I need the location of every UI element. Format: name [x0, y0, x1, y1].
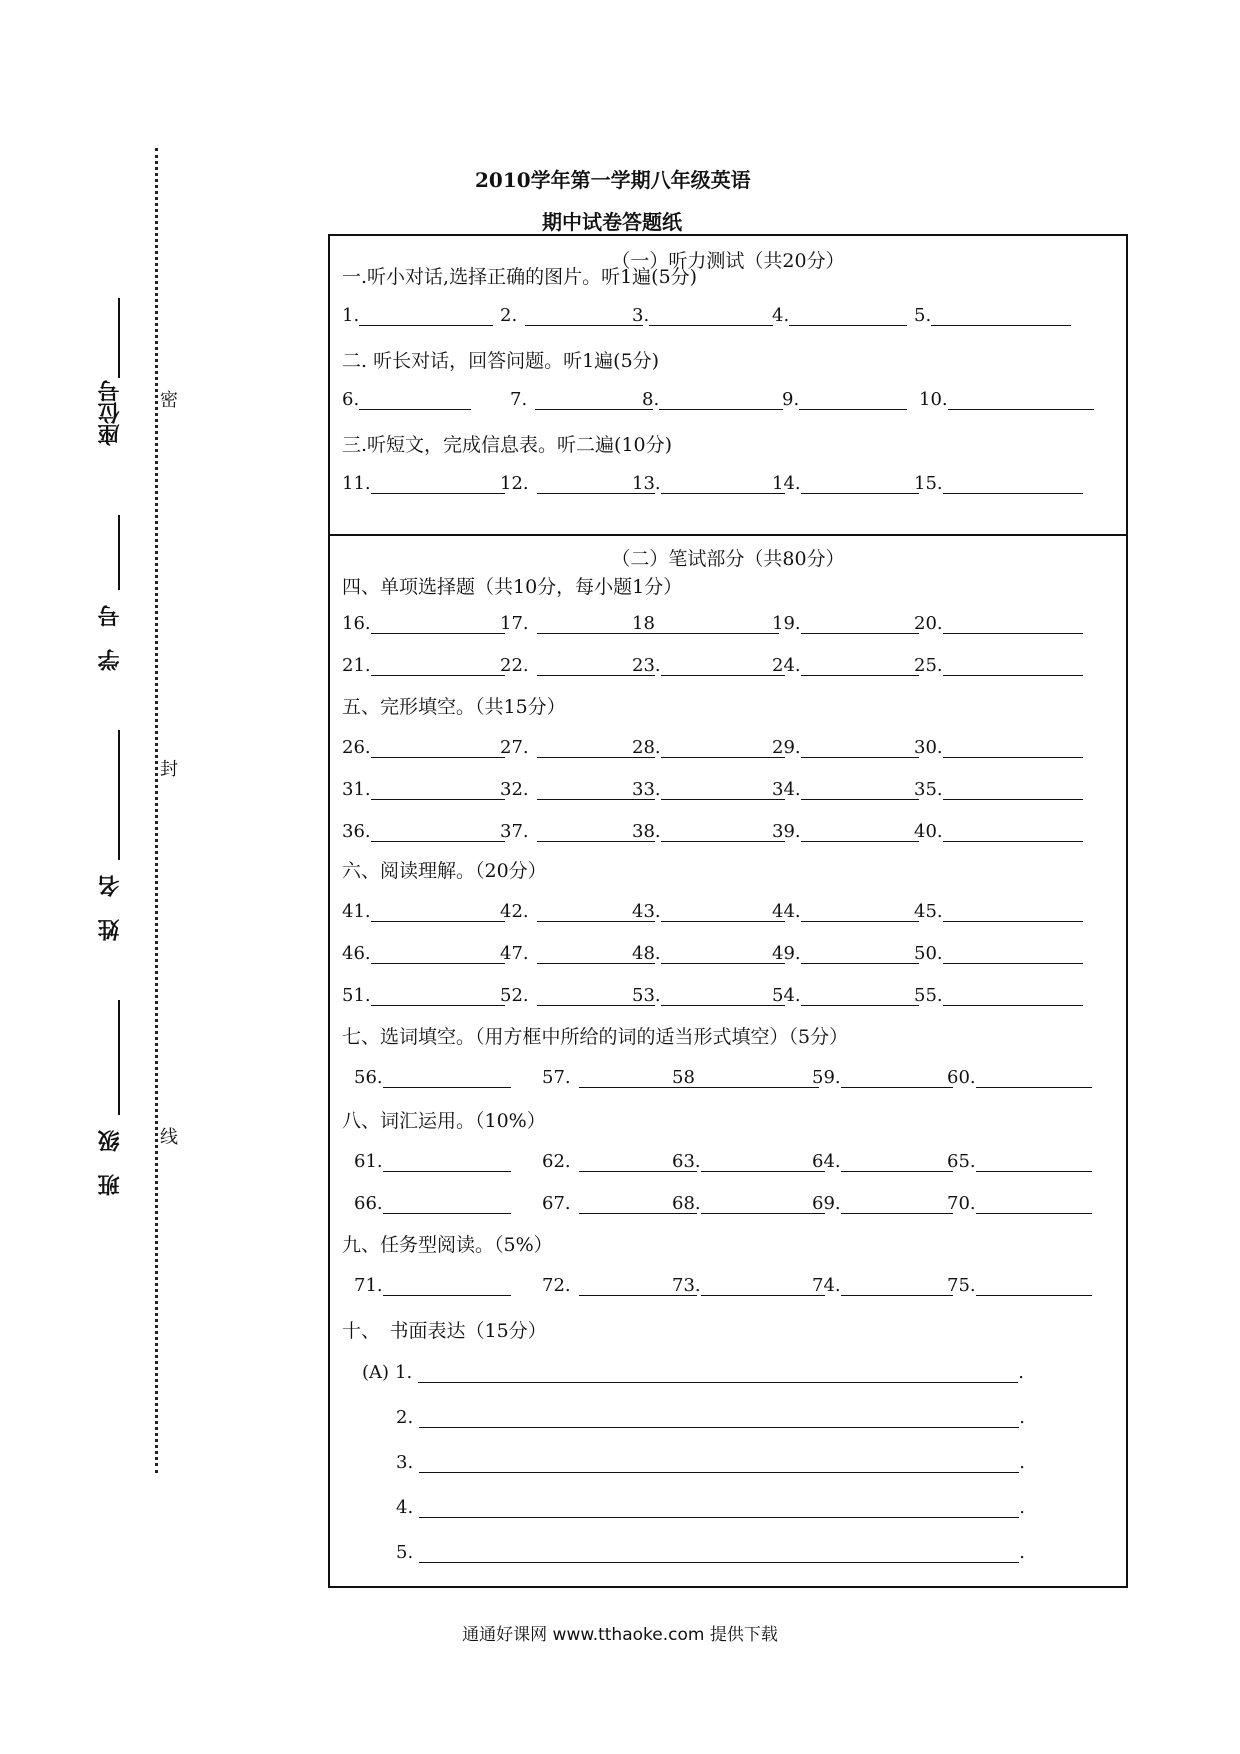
answer-blank[interactable] — [799, 389, 907, 410]
answer-blank[interactable] — [661, 473, 785, 494]
question-number: 3. — [632, 305, 650, 326]
question-number: 55. — [914, 985, 943, 1006]
answer-item — [772, 650, 919, 676]
answer-blank[interactable] — [931, 305, 1071, 326]
question-number: 41. — [342, 901, 371, 922]
question-number: 40. — [914, 821, 943, 842]
answer-item — [914, 650, 1083, 676]
answer-item — [772, 938, 919, 964]
written-part-heading: 九、任务型阅读。（5%） — [342, 1234, 553, 1256]
answer-blank[interactable] — [801, 737, 919, 758]
question-number: 53. — [632, 985, 661, 1006]
answer-blank[interactable] — [943, 737, 1083, 758]
answer-blank[interactable] — [943, 779, 1083, 800]
answer-item — [342, 732, 505, 758]
section-divider — [330, 534, 1126, 536]
question-number: 30. — [914, 737, 943, 758]
written-part-heading: 五、完形填空。（共15分） — [342, 696, 566, 718]
answer-item — [342, 938, 505, 964]
answer-blank[interactable] — [801, 985, 919, 1006]
question-number: 22. — [500, 655, 529, 676]
footer-note: 通通好课网 www.tthaoke.com 提供下载 — [462, 1625, 778, 1645]
question-number: 28. — [632, 737, 661, 758]
written-part-heading: 六、阅读理解。（20分） — [342, 860, 547, 882]
class-label: 班 级 — [98, 1130, 123, 1196]
question-number: 26. — [342, 737, 371, 758]
answer-blank[interactable] — [801, 901, 919, 922]
question-number: 10. — [919, 389, 948, 410]
answer-item — [632, 650, 785, 676]
answer-blank[interactable] — [371, 901, 505, 922]
answer-blank[interactable] — [371, 943, 505, 964]
answer-blank[interactable] — [701, 1275, 825, 1296]
page-title: 2010学年第一学期八年级英语 — [475, 168, 751, 192]
answer-blank[interactable] — [943, 901, 1083, 922]
question-number: 12. — [500, 473, 529, 494]
answer-blank[interactable] — [371, 821, 505, 842]
writing-line — [396, 1452, 1025, 1473]
answer-item — [812, 1062, 953, 1088]
answer-item — [632, 732, 785, 758]
question-number: 34. — [772, 779, 801, 800]
answer-blank[interactable] — [943, 473, 1083, 494]
answer-item — [812, 1188, 953, 1214]
seat-number-field[interactable] — [118, 298, 120, 378]
answer-item — [672, 1270, 825, 1296]
writing-blank[interactable] — [418, 1362, 1018, 1383]
answer-blank[interactable] — [383, 1151, 511, 1172]
answer-blank[interactable] — [801, 821, 919, 842]
name-field[interactable] — [118, 730, 120, 860]
writing-end-mark: . — [1019, 1407, 1025, 1428]
answer-blank[interactable] — [371, 985, 505, 1006]
answer-item — [354, 1188, 511, 1214]
question-number: 39. — [772, 821, 801, 842]
answer-item — [914, 980, 1083, 1006]
answer-item — [632, 816, 785, 842]
answer-blank[interactable] — [661, 779, 785, 800]
answer-item — [914, 468, 1083, 494]
answer-blank[interactable] — [371, 737, 505, 758]
listening-part-heading: 二. 听长对话，回答问题。听1遍(5分) — [342, 350, 660, 372]
answer-item — [914, 774, 1083, 800]
question-number: 66. — [354, 1193, 383, 1214]
answer-blank[interactable] — [701, 1193, 825, 1214]
answer-item — [914, 896, 1083, 922]
question-number: 35. — [914, 779, 943, 800]
question-number: 45. — [914, 901, 943, 922]
question-number: 63. — [672, 1151, 701, 1172]
question-number: 32. — [500, 779, 529, 800]
answer-item — [772, 608, 919, 634]
writing-number: 3. — [396, 1452, 414, 1473]
answer-item — [342, 468, 505, 494]
question-number: 24. — [772, 655, 801, 676]
question-number: 31. — [342, 779, 371, 800]
question-number: 11. — [342, 473, 371, 494]
question-number: 47. — [500, 943, 529, 964]
listening-part-heading: 一.听小对话,选择正确的图片。听1遍(5分) — [342, 266, 698, 288]
writing-end-mark: . — [1018, 1362, 1024, 1383]
answer-item — [632, 938, 785, 964]
answer-item — [782, 384, 907, 410]
question-number: 13. — [632, 473, 661, 494]
question-number: 36. — [342, 821, 371, 842]
binding-dotted-line — [155, 148, 158, 1473]
answer-blank[interactable] — [535, 389, 653, 410]
answer-item — [672, 1062, 819, 1088]
answer-blank[interactable] — [383, 1193, 511, 1214]
listening-section-title: （一）听力测试（共20分） — [611, 250, 845, 272]
question-number: 23. — [632, 655, 661, 676]
answer-blank[interactable] — [371, 779, 505, 800]
answer-blank[interactable] — [976, 1151, 1092, 1172]
question-number: 52. — [500, 985, 529, 1006]
question-number: 8. — [642, 389, 660, 410]
writing-number: 5. — [396, 1542, 414, 1563]
answer-blank[interactable] — [661, 655, 785, 676]
answer-blank[interactable] — [359, 389, 471, 410]
question-number: 29. — [772, 737, 801, 758]
question-number: 61. — [354, 1151, 383, 1172]
writing-end-mark: . — [1019, 1542, 1025, 1563]
writing-blank[interactable] — [419, 1497, 1019, 1518]
answer-item — [342, 384, 471, 410]
answer-item — [632, 608, 779, 634]
answer-blank[interactable] — [371, 613, 505, 634]
written-part-heading: 七、选词填空。（用方框中所给的词的适当形式填空）（5分） — [342, 1026, 849, 1048]
seal-char-feng: 封 — [160, 759, 178, 780]
answer-item — [672, 1188, 825, 1214]
answer-item — [812, 1270, 953, 1296]
question-number: 2. — [500, 305, 518, 326]
question-number: 67. — [542, 1193, 571, 1214]
question-number: 42. — [500, 901, 529, 922]
answer-blank[interactable] — [383, 1275, 511, 1296]
answer-blank[interactable] — [976, 1193, 1092, 1214]
answer-blank[interactable] — [383, 1067, 511, 1088]
answer-item — [947, 1146, 1092, 1172]
answer-blank[interactable] — [801, 655, 919, 676]
answer-item — [772, 300, 907, 326]
question-number: 21. — [342, 655, 371, 676]
answer-item — [947, 1062, 1092, 1088]
listening-part-heading: 三.听短文，完成信息表。听二遍(10分) — [342, 434, 673, 456]
student-id-field[interactable] — [118, 515, 120, 590]
question-number: 46. — [342, 943, 371, 964]
answer-item — [354, 1270, 511, 1296]
answer-blank[interactable] — [371, 473, 505, 494]
writing-blank[interactable] — [419, 1542, 1019, 1563]
answer-blank[interactable] — [801, 473, 919, 494]
question-number: 71. — [354, 1275, 383, 1296]
question-number: 57. — [542, 1067, 571, 1088]
answer-blank[interactable] — [695, 1067, 819, 1088]
question-number: 37. — [500, 821, 529, 842]
answer-blank[interactable] — [943, 655, 1083, 676]
answer-blank[interactable] — [801, 613, 919, 634]
answer-item — [342, 774, 505, 800]
answer-item — [672, 1146, 825, 1172]
answer-sheet-box — [328, 234, 1128, 1588]
question-number: 1. — [342, 305, 360, 326]
question-number: 4. — [772, 305, 790, 326]
answer-blank[interactable] — [948, 389, 1094, 410]
answer-item — [772, 774, 919, 800]
question-number: 69. — [812, 1193, 841, 1214]
answer-blank[interactable] — [841, 1193, 953, 1214]
question-number: 70. — [947, 1193, 976, 1214]
answer-blank[interactable] — [659, 389, 783, 410]
answer-item — [919, 384, 1094, 410]
answer-blank[interactable] — [655, 613, 779, 634]
class-field[interactable] — [118, 1000, 120, 1115]
answer-item — [914, 300, 1071, 326]
question-number: 16. — [342, 613, 371, 634]
answer-blank[interactable] — [661, 943, 785, 964]
question-number: 73. — [672, 1275, 701, 1296]
question-number: 25. — [914, 655, 943, 676]
question-number: 54. — [772, 985, 801, 1006]
question-number: 58 — [672, 1067, 695, 1088]
answer-item — [772, 468, 919, 494]
answer-blank[interactable] — [661, 901, 785, 922]
answer-blank[interactable] — [801, 943, 919, 964]
question-number: 9. — [782, 389, 800, 410]
answer-item — [632, 896, 785, 922]
question-number: 33. — [632, 779, 661, 800]
answer-blank[interactable] — [841, 1275, 953, 1296]
question-number: 74. — [812, 1275, 841, 1296]
question-number: 62. — [542, 1151, 571, 1172]
answer-blank[interactable] — [649, 305, 773, 326]
answer-item — [342, 816, 505, 842]
question-number: 75. — [947, 1275, 976, 1296]
writing-line — [362, 1362, 1024, 1383]
answer-blank[interactable] — [359, 305, 493, 326]
answer-blank[interactable] — [661, 821, 785, 842]
question-number: 65. — [947, 1151, 976, 1172]
answer-item — [914, 938, 1083, 964]
writing-number: 1. — [395, 1362, 413, 1383]
writing-line — [396, 1497, 1025, 1518]
question-number: 68. — [672, 1193, 701, 1214]
question-number: 17. — [500, 613, 529, 634]
answer-item — [914, 608, 1083, 634]
answer-blank[interactable] — [943, 943, 1083, 964]
question-number: 18 — [632, 613, 655, 634]
answer-blank[interactable] — [841, 1067, 953, 1088]
answer-item — [342, 980, 505, 1006]
question-number: 51. — [342, 985, 371, 1006]
answer-item — [632, 468, 785, 494]
answer-blank[interactable] — [789, 305, 907, 326]
question-number: 64. — [812, 1151, 841, 1172]
writing-end-mark: . — [1019, 1452, 1025, 1473]
seal-char-mi: 密 — [160, 390, 178, 411]
question-number: 72. — [542, 1275, 571, 1296]
question-number: 19. — [772, 613, 801, 634]
answer-blank[interactable] — [943, 821, 1083, 842]
student-id-label: 学 号 — [98, 605, 123, 671]
writing-blank[interactable] — [419, 1407, 1019, 1428]
question-number: 14. — [772, 473, 801, 494]
writing-end-mark: . — [1019, 1497, 1025, 1518]
question-number: 7. — [510, 389, 528, 410]
writing-prefix: (A) — [362, 1362, 390, 1383]
question-number: 38. — [632, 821, 661, 842]
answer-item — [342, 896, 505, 922]
seat-number-label: 座位号 — [98, 380, 123, 446]
question-number: 60. — [947, 1067, 976, 1088]
writing-line — [396, 1407, 1025, 1428]
answer-item — [342, 650, 505, 676]
answer-item — [500, 300, 643, 326]
written-part-heading: 四、单项选择题（共10分，每小题1分） — [342, 576, 683, 598]
answer-blank[interactable] — [371, 655, 505, 676]
question-number: 15. — [914, 473, 943, 494]
page-subtitle: 期中试卷答题纸 — [542, 210, 682, 234]
question-number: 27. — [500, 737, 529, 758]
question-number: 20. — [914, 613, 943, 634]
answer-blank[interactable] — [701, 1151, 825, 1172]
answer-item — [772, 896, 919, 922]
answer-item — [642, 384, 783, 410]
answer-item — [914, 816, 1083, 842]
answer-blank[interactable] — [661, 737, 785, 758]
answer-item — [772, 816, 919, 842]
question-number: 50. — [914, 943, 943, 964]
question-number: 43. — [632, 901, 661, 922]
answer-blank[interactable] — [661, 985, 785, 1006]
answer-item — [947, 1270, 1092, 1296]
answer-blank[interactable] — [976, 1275, 1092, 1296]
writing-line — [396, 1542, 1025, 1563]
writing-blank[interactable] — [419, 1452, 1019, 1473]
answer-blank[interactable] — [525, 305, 643, 326]
name-label: 姓 名 — [98, 875, 123, 941]
answer-item — [772, 980, 919, 1006]
answer-blank[interactable] — [801, 779, 919, 800]
answer-item — [632, 300, 773, 326]
writing-section-heading: 十、 书面表达（15分） — [342, 1320, 547, 1342]
answer-item — [812, 1146, 953, 1172]
answer-item — [947, 1188, 1092, 1214]
question-number: 6. — [342, 389, 360, 410]
writing-number: 2. — [396, 1407, 414, 1428]
question-number: 5. — [914, 305, 932, 326]
question-number: 44. — [772, 901, 801, 922]
answer-blank[interactable] — [976, 1067, 1092, 1088]
written-section-title: （二）笔试部分（共80分） — [611, 548, 845, 570]
answer-blank[interactable] — [841, 1151, 953, 1172]
question-number: 49. — [772, 943, 801, 964]
seal-char-xian: 线 — [160, 1127, 178, 1148]
answer-item — [354, 1146, 511, 1172]
answer-item — [632, 980, 785, 1006]
answer-item — [914, 732, 1083, 758]
question-number: 59. — [812, 1067, 841, 1088]
question-number: 48. — [632, 943, 661, 964]
answer-item — [772, 732, 919, 758]
answer-item — [342, 300, 493, 326]
answer-item — [510, 384, 653, 410]
answer-blank[interactable] — [943, 985, 1083, 1006]
answer-item — [632, 774, 785, 800]
answer-item — [354, 1062, 511, 1088]
writing-number: 4. — [396, 1497, 414, 1518]
question-number: 56. — [354, 1067, 383, 1088]
written-part-heading: 八、词汇运用。（10%） — [342, 1110, 546, 1132]
answer-item — [342, 608, 505, 634]
answer-blank[interactable] — [943, 613, 1083, 634]
